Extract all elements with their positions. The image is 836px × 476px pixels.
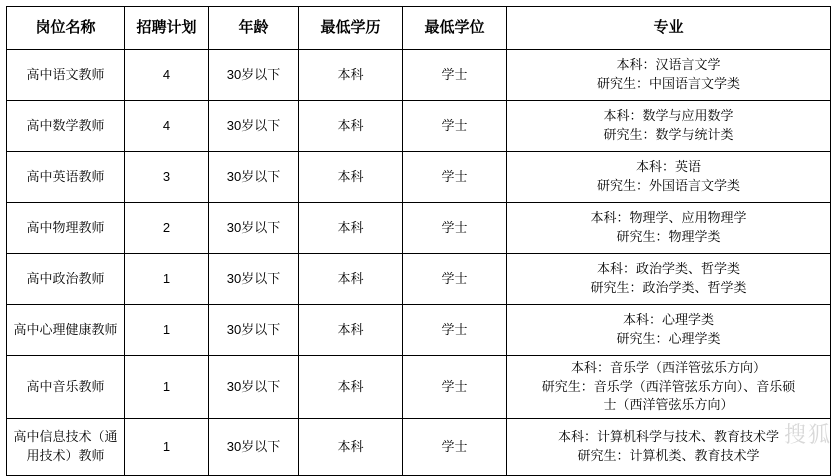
table-row [7,101,831,152]
cell-age: 30岁以下 [209,152,299,203]
cell-education: 本科 [299,356,403,419]
cell-degree: 学士 [403,305,507,356]
recruitment-table [6,6,831,476]
major-line: 研究生：物理学类 [616,229,721,244]
cell-plan: 1 [125,419,209,476]
cell-education: 本科 [299,152,403,203]
cell-post: 高中英语教师 [7,152,125,203]
major-line: 本科：计算机科学与技术、教育技术学 [557,429,779,445]
cell-post: 高中数学教师 [7,101,125,152]
cell-degree: 学士 [403,419,507,476]
table-row [7,50,831,101]
cell-education: 本科 [299,203,403,254]
cell-degree: 学士 [403,152,507,203]
major-line: 本科：政治学类、哲学类 [596,261,740,277]
major-line: 研究生：中国语言文学类 [596,76,740,91]
column-header-degree: 最低学位 [403,7,507,50]
cell-major [507,203,831,254]
table-row [7,419,831,476]
major-line: 研究生：音乐学（西洋管弦乐方向）、音乐硕 [541,378,796,394]
watermark-text: 搜狐 [783,422,832,447]
major-line: 研究生：数学与统计类 [603,127,734,142]
cell-age: 30岁以下 [209,419,299,476]
column-header-education: 最低学历 [299,7,403,50]
cell-age: 30岁以下 [209,254,299,305]
cell-major [507,305,831,356]
cell-plan: 1 [125,254,209,305]
major-line: 研究生：外国语言文学类 [596,178,740,193]
cell-education: 本科 [299,254,403,305]
cell-education: 本科 [299,50,403,101]
cell-major [507,356,831,419]
cell-age: 30岁以下 [209,356,299,419]
table-row [7,152,831,203]
cell-degree: 学士 [403,203,507,254]
column-header-age: 年龄 [209,7,299,50]
cell-major [507,419,831,476]
major-line: 本科：音乐学（西洋管弦乐方向） [570,359,766,375]
cell-post: 高中物理教师 [7,203,125,254]
cell-age: 30岁以下 [209,50,299,101]
major-line: 本科：汉语言文学 [616,57,721,73]
cell-plan: 1 [125,305,209,356]
cell-major [507,152,831,203]
cell-education: 本科 [299,305,403,356]
column-header-post: 岗位名称 [7,7,125,50]
cell-major [507,254,831,305]
table-row [7,203,831,254]
cell-post: 高中语文教师 [7,50,125,101]
major-line: 本科：英语 [635,159,701,175]
document-sheet [0,6,836,463]
cell-degree: 学士 [403,254,507,305]
table-row [7,254,831,305]
cell-post: 高中音乐教师 [7,356,125,419]
major-line: 本科：物理学、应用物理学 [590,210,747,226]
cell-age: 30岁以下 [209,203,299,254]
major-line: 研究生：计算机类、教育技术学 [577,448,760,463]
cell-plan: 3 [125,152,209,203]
cell-plan: 2 [125,203,209,254]
column-header-plan: 招聘计划 [125,7,209,50]
cell-degree: 学士 [403,101,507,152]
cell-plan: 4 [125,101,209,152]
cell-degree: 学士 [403,50,507,101]
table-header [7,7,831,50]
table-body [7,50,831,476]
cell-age: 30岁以下 [209,305,299,356]
cell-major [507,50,831,101]
table-row [7,305,831,356]
major-line: 研究生：政治学类、哲学类 [590,280,747,295]
cell-plan: 1 [125,356,209,419]
cell-education: 本科 [299,419,403,476]
column-header-major: 专业 [507,7,831,50]
cell-plan: 4 [125,50,209,101]
major-line: 士（西洋管弦乐方向） [603,397,734,413]
cell-post: 高中信息技术（通用技术）教师 [7,419,125,476]
cell-degree: 学士 [403,356,507,419]
cell-age: 30岁以下 [209,101,299,152]
major-line: 本科：数学与应用数学 [603,108,734,124]
major-line: 研究生：心理学类 [616,331,721,346]
cell-post: 高中政治教师 [7,254,125,305]
cell-post: 高中心理健康教师 [7,305,125,356]
cell-education: 本科 [299,101,403,152]
cell-major [507,101,831,152]
table-header-row [7,7,831,50]
major-line: 本科：心理学类 [622,312,714,328]
table-row [7,356,831,419]
